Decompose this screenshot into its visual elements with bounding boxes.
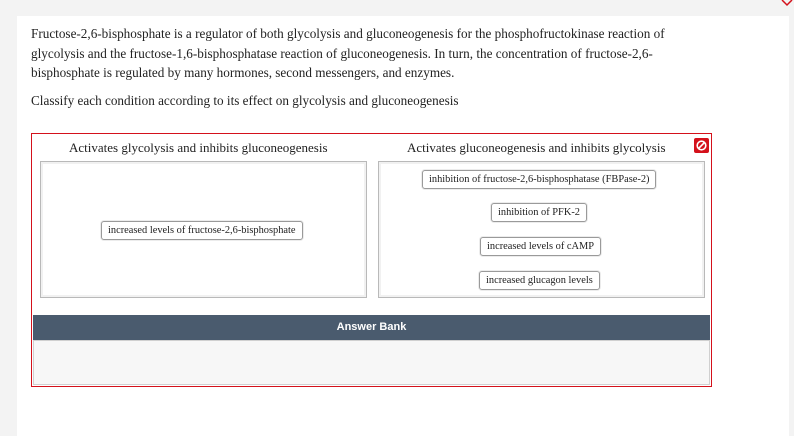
drop-zone-activates-gluconeogenesis[interactable]: [378, 161, 705, 298]
question-text: Fructose-2,6-bisphosphate is a regulator of both glycolysis and gluconeogenesis for the phosphofructokinase reaction of glycolysis and the fructose-1,6-bisphosphatase reaction of gluconeogenesis. In turn, the concentration of fructose-2,6-bisphosphate is regulated by many hormones, second messengers, and enzymes.: [31, 26, 665, 80]
prohibited-icon: [694, 138, 709, 153]
draggable-item[interactable]: inhibition of fructose-2,6-bisphosphatase (FBPase-2): [422, 170, 656, 189]
category-heading-activates-glycolysis: Activates glycolysis and inhibits gluconeogenesis: [69, 140, 328, 155]
draggable-item[interactable]: increased levels of fructose-2,6-bisphosphate: [101, 221, 303, 240]
category-heading-activates-gluconeogenesis: Activates gluconeogenesis and inhibits glycolysis: [407, 140, 666, 155]
draggable-item[interactable]: increased glucagon levels: [479, 271, 600, 290]
corner-chevron-icon: [780, 0, 794, 8]
answer-bank-drop-zone[interactable]: [33, 340, 710, 385]
draggable-item[interactable]: inhibition of PFK-2: [491, 203, 587, 222]
drag-drop-activity: [31, 133, 712, 387]
answer-bank-header: Answer Bank: [33, 315, 710, 340]
question-instruction: Classify each condition according to its effect on glycolysis and gluconeogenesis: [31, 93, 459, 108]
draggable-item[interactable]: increased levels of cAMP: [480, 237, 601, 256]
drop-zone-activates-glycolysis[interactable]: [40, 161, 367, 298]
